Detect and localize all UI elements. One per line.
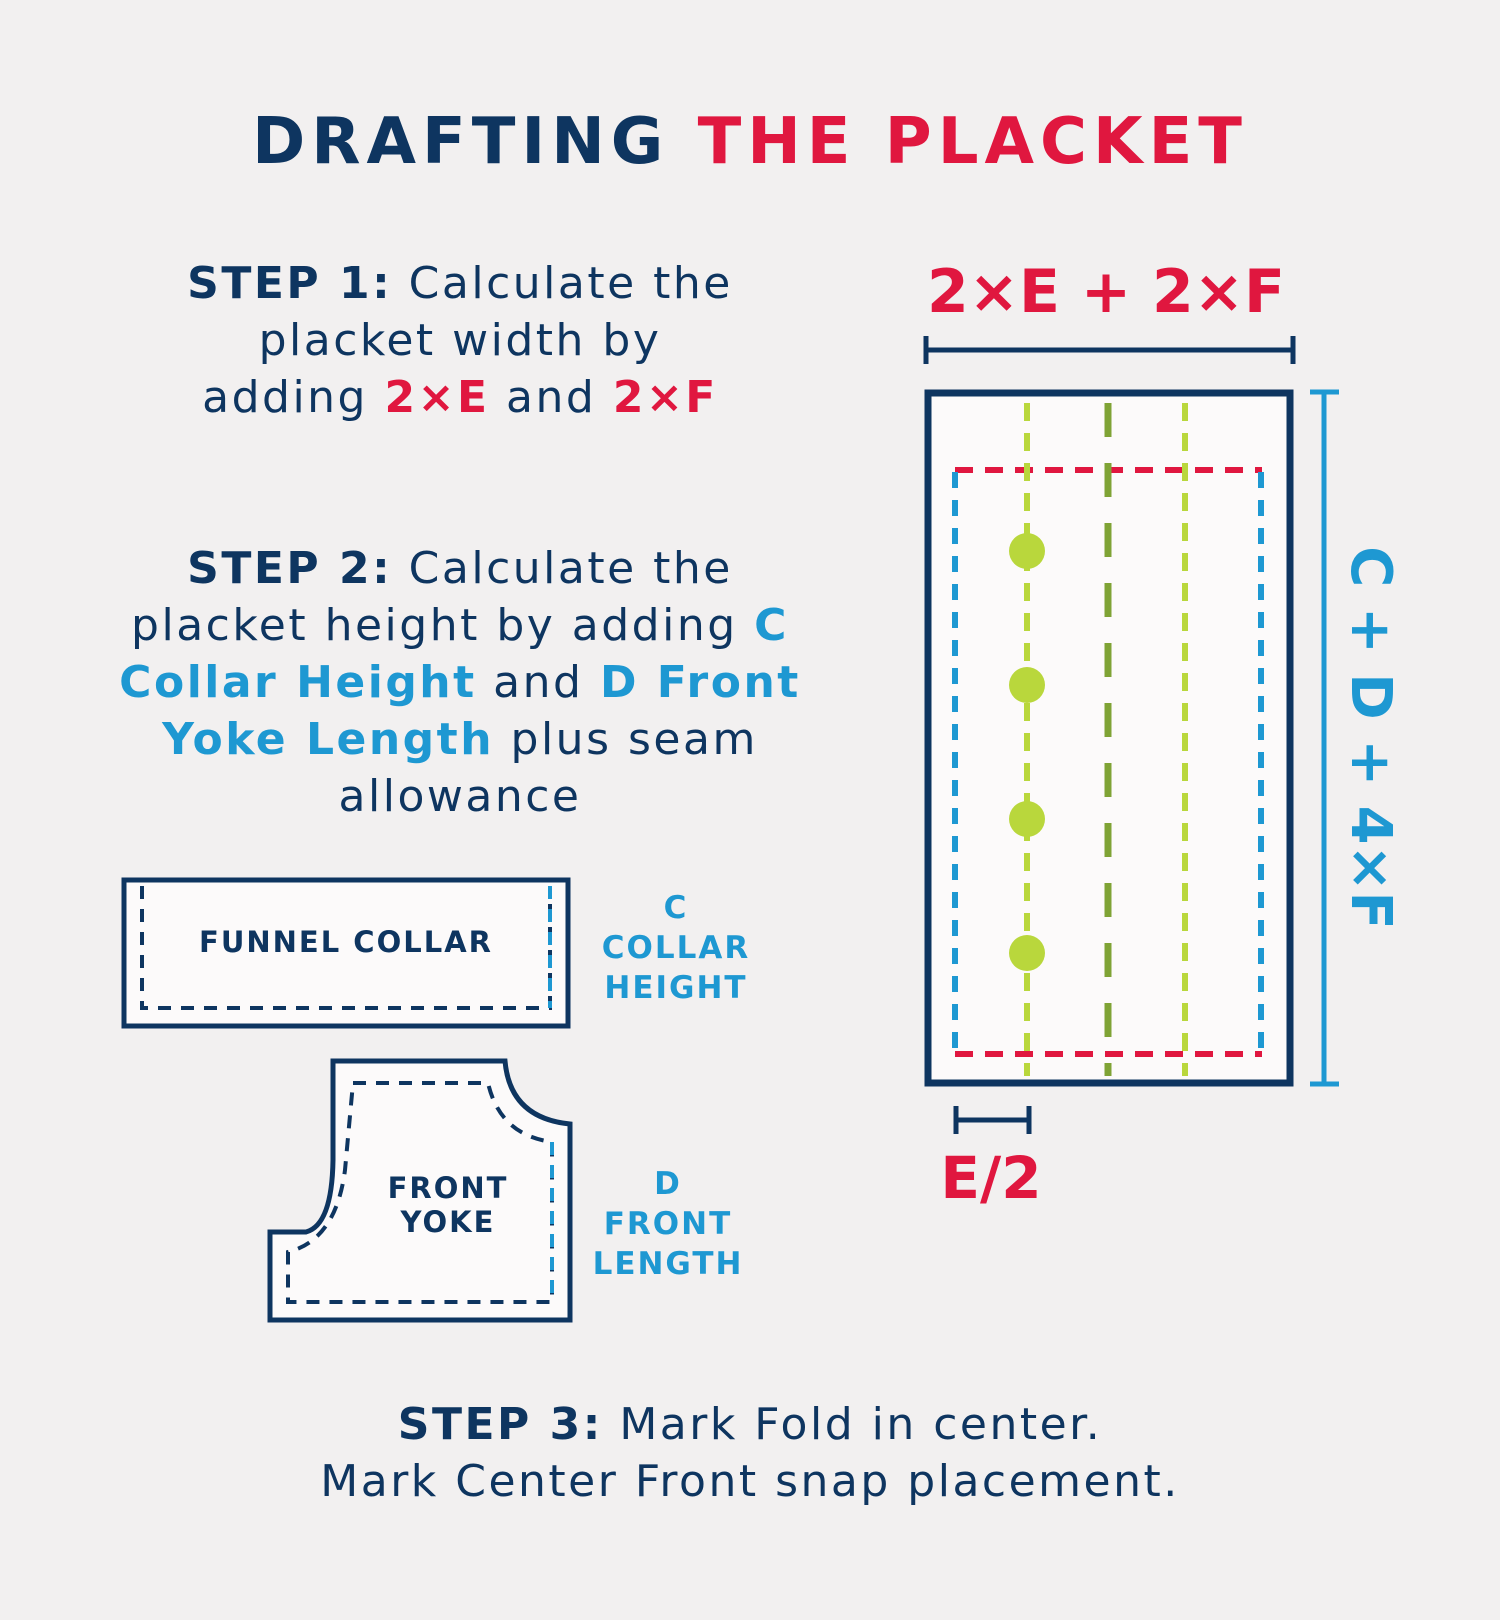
front-yoke-piece (270, 1061, 570, 1320)
front-yoke-label-2: YOKE (400, 1205, 496, 1239)
step-3-line-1: Mark Fold in center. (619, 1399, 1103, 1450)
title-part-2: THE PLACKET (697, 105, 1248, 179)
snap-dot (1009, 533, 1045, 569)
step-3-label: STEP 3: (397, 1399, 603, 1450)
yoke-measure-label-3: LENGTH (592, 1246, 744, 1282)
front-yoke-label-1: FRONT (387, 1171, 509, 1205)
step-1-and: and (506, 372, 597, 423)
collar-measure-label-3: HEIGHT (604, 970, 748, 1006)
step-2-term-1a: C (754, 600, 789, 651)
step-2-text-1: Calculate the (408, 543, 733, 594)
snap-dot (1009, 935, 1045, 971)
step-2-term-1b: Collar Height (119, 657, 477, 708)
step-2-term-2a: D Front (599, 657, 801, 708)
step-1-value-1: 2×E (384, 372, 490, 423)
funnel-collar-piece (124, 880, 568, 1026)
funnel-collar-label: FUNNEL COLLAR (199, 925, 493, 959)
step-2-label: STEP 2: (187, 543, 393, 594)
step-3-line-2: Mark Center Front snap placement. (320, 1456, 1180, 1507)
title-part-1: DRAFTING (252, 105, 670, 179)
collar-measure-label-1: C (663, 890, 689, 926)
step-1-text-2: placket width by (258, 315, 662, 366)
step-1-label: STEP 1: (187, 258, 393, 309)
snap-dot (1009, 667, 1045, 703)
collar-measure-label-2: COLLAR (601, 930, 751, 966)
placket-width-label: 2×E + 2×F (926, 257, 1286, 327)
yoke-measure-label-2: FRONT (603, 1206, 733, 1242)
placket-height-dimension-line (1310, 392, 1339, 1084)
step-2-text-2: placket height by adding (131, 600, 738, 651)
step-2-and: and (493, 657, 584, 708)
edge-dimension-line (956, 1106, 1029, 1134)
placket-width-dimension-line (926, 336, 1293, 364)
placket-height-label: C + D + 4×F (1338, 546, 1403, 930)
yoke-measure-label-1: D (654, 1166, 682, 1202)
edge-dimension-label: E/2 (940, 1144, 1042, 1212)
step-1-text-3: adding (202, 372, 368, 423)
step-1-text-1: Calculate the (408, 258, 733, 309)
step-2-text-4: allowance (338, 771, 582, 822)
snap-dot (1009, 801, 1045, 837)
step-2-term-2b: Yoke Length (162, 714, 495, 765)
step-1-value-2: 2×F (612, 372, 718, 423)
step-2-text-3: plus seam (510, 714, 758, 765)
